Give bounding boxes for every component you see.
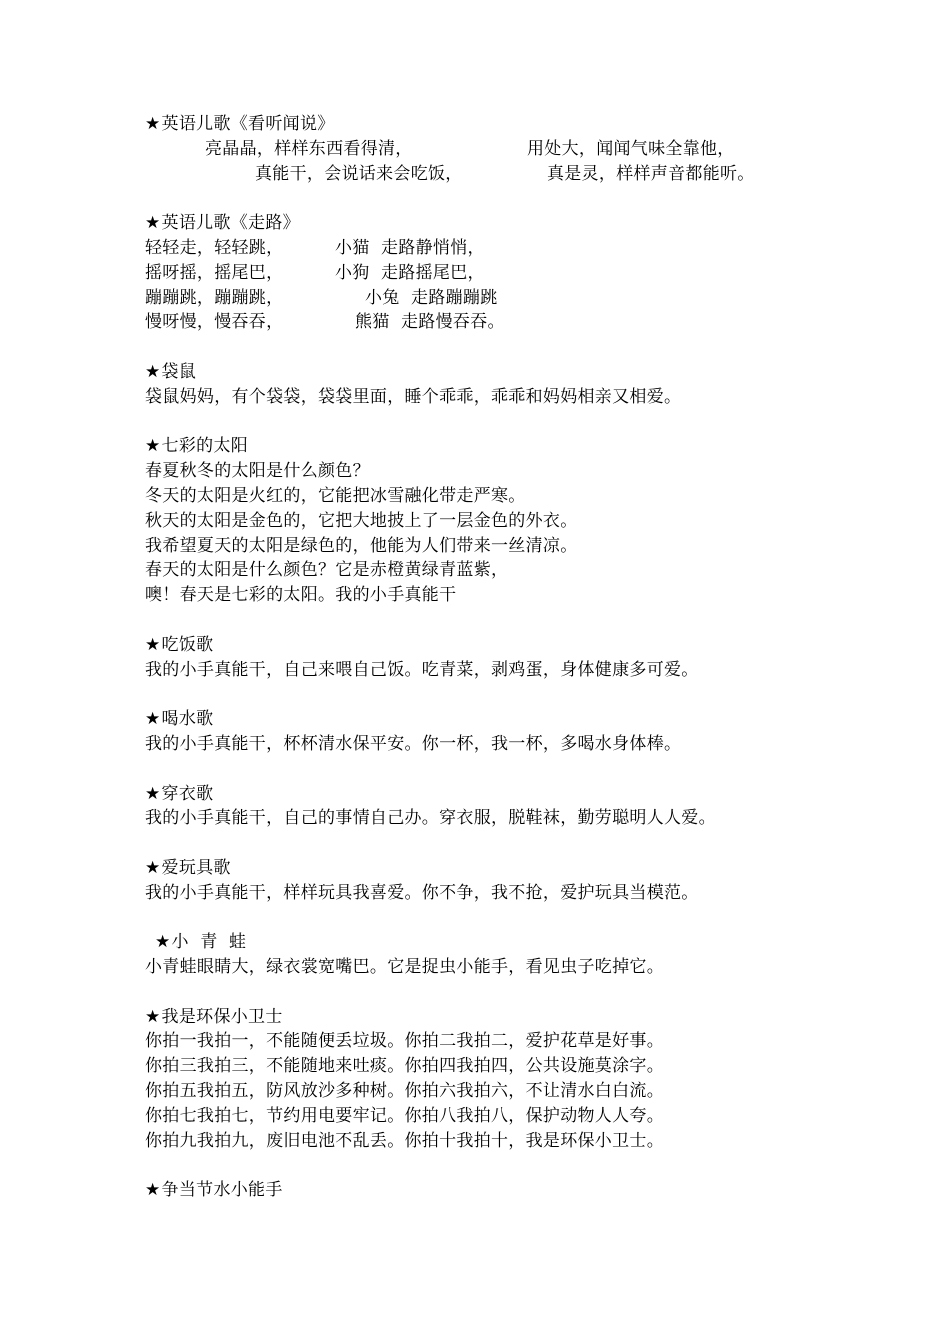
star-icon: ★ (155, 932, 171, 953)
star-icon: ★ (145, 709, 161, 730)
text-line: 我的小手真能干，自己的事情自己办。穿衣服，脱鞋袜，勤劳聪明人人爱。 (145, 808, 716, 829)
poem-line: 真能干，会说话来会吃饭， 真是灵，样样声音都能听。 (255, 163, 755, 184)
poem-line: 蹦蹦跳，蹦蹦跳， 小兔 走路蹦蹦跳 (145, 287, 498, 308)
text-line: 春天的太阳是什么颜色？它是赤橙黄绿青蓝紫， (145, 560, 509, 581)
text-line: 我的小手真能干，样样玩具我喜爱。你不争，我不抢，爱护玩具当模范。 (145, 882, 699, 903)
text-line: 噢！春天是七彩的太阳。我的小手真能干 (145, 585, 457, 606)
section-title: ★争当节水小能手 (145, 1180, 283, 1201)
poem-line: 亮晶晶，样样东西看得清， 用处大，闻闻气味全靠他， (205, 138, 735, 159)
star-icon: ★ (145, 1006, 161, 1027)
star-icon: ★ (145, 361, 161, 382)
section-title: ★英语儿歌《走路》 (145, 213, 300, 234)
poem-line: 慢呀慢，慢吞吞， 熊猫 走路慢吞吞。 (145, 312, 505, 333)
section-title: ★七彩的太阳 (145, 436, 249, 457)
text-line: 你拍一我拍一，不能随便丢垃圾。你拍二我拍二，爱护花草是好事。 (145, 1031, 664, 1052)
text-line: 冬天的太阳是火红的，它能把冰雪融化带走严寒。 (145, 485, 526, 506)
section-title: ★爱玩具歌 (145, 857, 231, 878)
poem-line: 轻轻走，轻轻跳， 小猫 走路静悄悄， (145, 237, 485, 258)
poem-line: 摇呀摇，摇尾巴， 小狗 走路摇尾巴， (145, 262, 485, 283)
star-icon: ★ (145, 783, 161, 804)
text-line: 你拍七我拍七，节约用电要牢记。你拍八我拍八，保护动物人人夸。 (145, 1105, 664, 1126)
text-line: 小青蛙眼睛大，绿衣裳宽嘴巴。它是捉虫小能手，看见虫子吃掉它。 (145, 957, 664, 978)
text-line: 我希望夏天的太阳是绿色的，他能为人们带来一丝清凉。 (145, 535, 578, 556)
text-line: 袋鼠妈妈，有个袋袋，袋袋里面，睡个乖乖，乖乖和妈妈相亲又相爱。 (145, 386, 682, 407)
section-title: ★我是环保小卫士 (145, 1006, 283, 1027)
star-icon: ★ (145, 114, 161, 134)
text-line: 我的小手真能干，杯杯清水保平安。你一杯，我一杯，多喝水身体棒。 (145, 733, 682, 754)
text-line: 你拍五我拍五，防风放沙多种树。你拍六我拍六，不让清水白白流。 (145, 1081, 664, 1102)
section-title: ★小 青 蛙 (155, 932, 247, 953)
text-line: 你拍三我拍三，不能随地来吐痰。你拍四我拍四，公共设施莫涂字。 (145, 1056, 664, 1077)
section-title: ★喝水歌 (145, 709, 214, 730)
text-line: 春夏秋冬的太阳是什么颜色？ (145, 461, 370, 482)
star-icon: ★ (145, 634, 161, 655)
section-title: ★英语儿歌《看听闻说》 (145, 114, 335, 134)
text-line: 我的小手真能干，自己来喂自己饭。吃青菜，剥鸡蛋，身体健康多可爱。 (145, 659, 699, 680)
document-page (145, 112, 845, 1203)
star-icon: ★ (145, 436, 161, 457)
star-icon: ★ (145, 1180, 161, 1201)
text-line: 秋天的太阳是金色的，它把大地披上了一层金色的外衣。 (145, 510, 578, 531)
text-line: 你拍九我拍九，废旧电池不乱丢。你拍十我拍十，我是环保小卫士。 (145, 1130, 664, 1151)
section-title: ★袋鼠 (145, 361, 197, 382)
star-icon: ★ (145, 857, 161, 878)
star-icon: ★ (145, 213, 161, 234)
section-title: ★穿衣歌 (145, 783, 214, 804)
section-title: ★吃饭歌 (145, 634, 214, 655)
